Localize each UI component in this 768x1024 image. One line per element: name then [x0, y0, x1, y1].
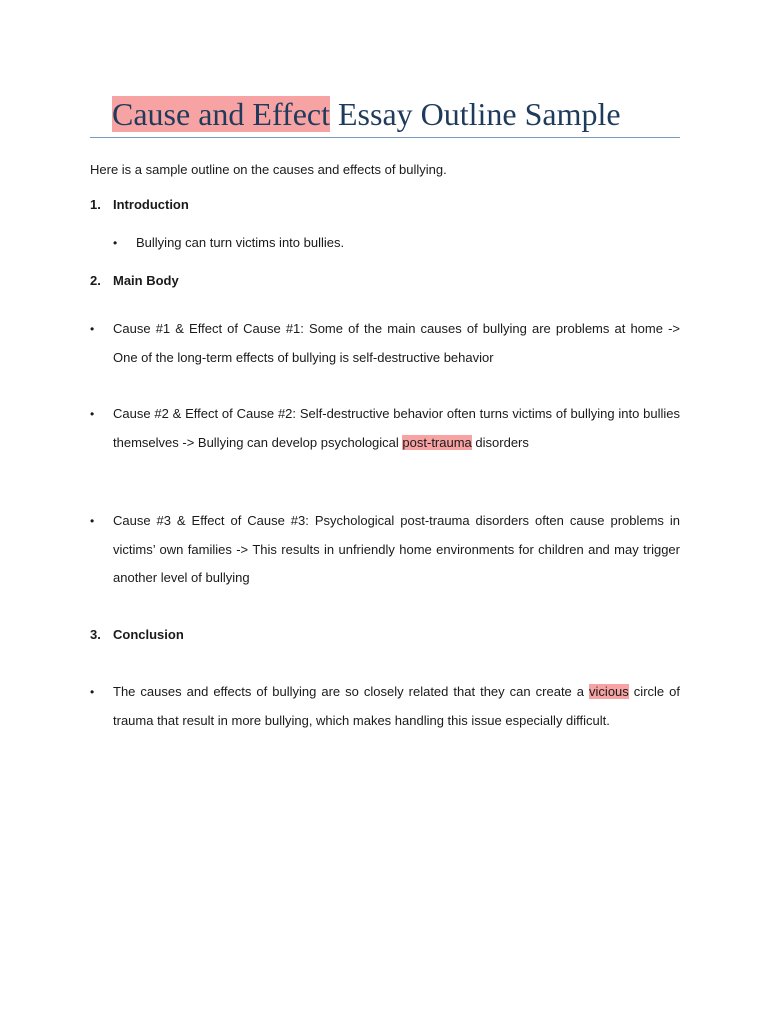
cause-text: Some of the main causes of bullying are problems at home -> One of the long-term effects of bullying is self-destructive behavior	[113, 321, 681, 365]
bullet-text: Bullying can turn victims into bullies.	[136, 235, 345, 250]
bullet-icon: •	[113, 236, 118, 250]
section-heading-main-body	[90, 272, 179, 290]
highlighted-term: vicious	[589, 684, 629, 699]
bullet-icon: •	[90, 322, 95, 336]
cause-label: Cause #1 & Effect of Cause #1:	[113, 321, 304, 336]
list-item-cause-1	[90, 315, 680, 372]
bullet-body	[113, 400, 680, 457]
highlighted-term: post-trauma	[402, 434, 472, 450]
intro-paragraph: Here is a sample outline on the causes and effects of bullying.	[90, 162, 447, 177]
conclusion-text-after: circle of trauma that result in more bullying, which makes handling this issue especially difficult.	[113, 684, 680, 728]
section-heading-label: Conclusion	[113, 627, 184, 642]
bullet-icon: •	[90, 685, 95, 699]
list-item-cause-2	[90, 400, 680, 457]
cause-label: Cause #3 & Effect of Cause #3:	[113, 513, 309, 528]
bullet-icon: •	[90, 514, 95, 528]
list-item-cause-3	[90, 507, 680, 593]
title-rest-text: Essay Outline Sample	[329, 96, 621, 132]
cause-label: Cause #2 & Effect of Cause #2:	[113, 406, 297, 421]
section-number: 3.	[90, 627, 101, 642]
section-heading-conclusion	[90, 626, 184, 644]
list-item-conclusion-bullet	[90, 678, 680, 735]
title-highlighted-text: Cause and Effect	[112, 96, 330, 132]
section-number: 1.	[90, 197, 101, 212]
cause-text-before: Self-destructive behavior often turns victims of bullying into bullies themselves -> Bullying can develop psychological	[113, 406, 680, 450]
cause-text-after: disorders	[471, 434, 529, 450]
bullet-icon: •	[90, 407, 95, 421]
document-title	[112, 92, 621, 136]
bullet-body	[113, 507, 680, 593]
section-number: 2.	[90, 273, 101, 288]
cause-text: Psychological post-trauma disorders often cause problems in victims’ own families -> This results in unfriendly home environments for children and may trigger another level of bullying	[113, 513, 680, 585]
section-heading-introduction	[90, 196, 189, 214]
section-heading-label: Main Body	[113, 273, 179, 288]
section-heading-label: Introduction	[113, 197, 189, 212]
title-underline-rule	[90, 137, 680, 138]
bullet-body	[113, 678, 680, 735]
conclusion-text-before: The causes and effects of bullying are so closely related that they can create a	[113, 684, 590, 699]
list-item-introduction-bullet	[113, 229, 680, 258]
bullet-body	[113, 315, 680, 372]
